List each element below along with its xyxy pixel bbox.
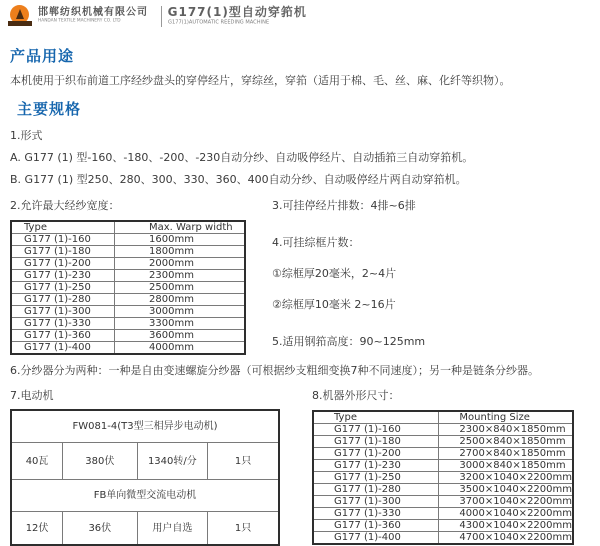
- table-header-row: [313, 411, 573, 424]
- spec-8-title: 8.机器外形尺寸：: [312, 389, 400, 402]
- table-cell: G177 (1)-230: [313, 460, 439, 472]
- table-cell: G177 (1)-250: [11, 282, 115, 294]
- title-block: [168, 5, 307, 27]
- table-cell: G177 (1)-360: [11, 330, 115, 342]
- motor-qty: 1只: [208, 443, 279, 480]
- table-row: [11, 318, 245, 330]
- bottom-columns: [10, 388, 590, 546]
- table-cell: 4700×1040×2200mm: [439, 532, 573, 545]
- table-cell: 4300×1040×2200mm: [439, 520, 573, 532]
- motor-column: [10, 388, 312, 546]
- table-cell: G177 (1)-200: [313, 448, 439, 460]
- motor-table: [10, 409, 280, 546]
- table-cell: G177 (1)-230: [11, 270, 115, 282]
- table-cell: G177 (1)-200: [11, 258, 115, 270]
- table-cell: 4000×1040×2200mm: [439, 508, 573, 520]
- table-cell: G177 (1)-400: [11, 342, 115, 355]
- table-cell: G177 (1)-160: [11, 234, 115, 246]
- usage-heading: 产品用途: [10, 47, 75, 65]
- spec-4-title: 4.可挂综框片数：: [272, 236, 360, 249]
- table-row: [313, 424, 573, 436]
- table-cell: G177 (1)-280: [11, 294, 115, 306]
- table-cell: 3000mm: [115, 306, 246, 318]
- table-cell: G177 (1)-160: [313, 424, 439, 436]
- table-row: [313, 532, 573, 545]
- spec-4-option-1: ①综框厚20毫米，2~4片: [272, 267, 397, 280]
- mounting-size-column: [312, 388, 590, 546]
- logo-tower-shape: [16, 9, 24, 19]
- motor-row-specs-2: [11, 512, 279, 546]
- table-row: [313, 484, 573, 496]
- table-row: [11, 234, 245, 246]
- table-row: [313, 496, 573, 508]
- table-cell: 3000×840×1850mm: [439, 460, 573, 472]
- table-row: [313, 472, 573, 484]
- table-cell: G177 (1)-250: [313, 472, 439, 484]
- company-block: [38, 5, 153, 25]
- company-name-cn: 邯郸纺织机械有限公司: [38, 7, 148, 18]
- table-cell: 3500×1040×2200mm: [439, 484, 573, 496]
- table-row: [11, 270, 245, 282]
- spec-3: 3.可挂停经片排数：4排~6排: [272, 199, 416, 212]
- table-cell: 3600mm: [115, 330, 246, 342]
- table-row: [313, 448, 573, 460]
- table-cell: G177 (1)-330: [11, 318, 115, 330]
- table-cell: G177 (1)-300: [313, 496, 439, 508]
- motor-model-2: FB单向微型交流电动机: [11, 480, 279, 512]
- table-cell: G177 (1)-300: [11, 306, 115, 318]
- heddle-column: [264, 198, 590, 355]
- motor2-qty: 1只: [208, 512, 279, 546]
- table-cell: G177 (1)-360: [313, 520, 439, 532]
- spec-1-line-a: A. G177 (1) 型-160、-180、-200、-230自动分纱、自动吸停经片、自动插筘三自动穿筘机。: [10, 151, 474, 164]
- table-row: [11, 342, 245, 355]
- warp-width-column: [10, 198, 264, 355]
- usage-paragraph: 本机使用于织布前道工序经纱盘头的穿停经片，穿综丝，穿筘（适用于棉、毛、丝、麻、化纤等织物）。: [10, 74, 511, 87]
- table-cell: 3300mm: [115, 318, 246, 330]
- spec-5: 5.适用钢筘高度：90~125mm: [272, 335, 426, 348]
- spec-4-option-2: ②综框厚10毫米 2~16片: [272, 298, 396, 311]
- table-cell: 3700×1040×2200mm: [439, 496, 573, 508]
- company-logo-icon: [8, 5, 32, 29]
- table-cell: G177 (1)-330: [313, 508, 439, 520]
- spec-item-1: [10, 128, 590, 187]
- table-cell: G177 (1)-280: [313, 484, 439, 496]
- spec-1-title: 1.形式: [10, 129, 43, 142]
- motor-row-specs-1: [11, 443, 279, 480]
- specs-heading: 主要规格: [17, 100, 82, 118]
- motor2-option: 用户自选: [137, 512, 208, 546]
- size-col-type: Type: [313, 411, 439, 424]
- motor-row-model-2: [11, 480, 279, 512]
- warp-col-type: Type: [11, 221, 115, 234]
- header-divider: [161, 6, 162, 27]
- motor-power: 40瓦: [11, 443, 63, 480]
- table-row: [313, 508, 573, 520]
- table-cell: 2700×840×1850mm: [439, 448, 573, 460]
- table-cell: 2000mm: [115, 258, 246, 270]
- machine-title-en: G177(1)AUTOMATIC REEDING MACHINE: [167, 19, 269, 25]
- table-row: [11, 258, 245, 270]
- size-col-size: Mounting Size: [439, 411, 573, 424]
- table-row: [313, 436, 573, 448]
- table-cell: 1800mm: [115, 246, 246, 258]
- motor-speed: 1340转/分: [137, 443, 208, 480]
- table-cell: 2800mm: [115, 294, 246, 306]
- table-cell: G177 (1)-180: [313, 436, 439, 448]
- table-row: [11, 246, 245, 258]
- spec-6: 6.分纱器分为两种：一种是自由变速螺旋分纱器（可根据纱支粗细变换7种不同速度）；另一种是链条分纱器。: [10, 364, 539, 377]
- table-cell: 4000mm: [115, 342, 246, 355]
- motor-row-model-1: [11, 410, 279, 443]
- motor2-voltage-high: 36伏: [63, 512, 137, 546]
- table-row: [11, 330, 245, 342]
- table-cell: 2500mm: [115, 282, 246, 294]
- page-header: [0, 0, 600, 35]
- table-cell: 2300×840×1850mm: [439, 424, 573, 436]
- table-row: [11, 306, 245, 318]
- spec-2-title: 2.允许最大经纱宽度：: [10, 199, 120, 212]
- table-cell: 2300mm: [115, 270, 246, 282]
- table-cell: G177 (1)-180: [11, 246, 115, 258]
- table-row: [313, 520, 573, 532]
- table-row: [11, 282, 245, 294]
- motor-model-1: FW081-4(T3型三相异步电动机): [11, 410, 279, 443]
- table-row: [313, 460, 573, 472]
- table-row: [11, 294, 245, 306]
- table-cell: G177 (1)-400: [313, 532, 439, 545]
- table-header-row: [11, 221, 245, 234]
- table-cell: 1600mm: [115, 234, 246, 246]
- mounting-size-table: [312, 410, 574, 545]
- page-content: [0, 45, 600, 546]
- spec-1-line-b: B. G177 (1) 型250、280、300、330、360、400自动分纱、自动吸停经片两自动穿筘机。: [10, 173, 467, 186]
- motor-voltage: 380伏: [63, 443, 137, 480]
- logo-base-shape: [8, 21, 32, 26]
- machine-title-cn: G177(1)型自动穿筘机: [167, 5, 307, 19]
- company-name-en: HANDAN TEXTILE MACHINERY CO. LTD: [38, 18, 121, 24]
- table-cell: 3200×1040×2200mm: [439, 472, 573, 484]
- table-cell: 2500×840×1850mm: [439, 436, 573, 448]
- spec-columns: [10, 198, 590, 355]
- warp-width-table: [10, 220, 246, 355]
- warp-col-width: Max. Warp width: [115, 221, 246, 234]
- spec-7-title: 7.电动机: [10, 389, 54, 402]
- motor2-voltage-low: 12伏: [11, 512, 63, 546]
